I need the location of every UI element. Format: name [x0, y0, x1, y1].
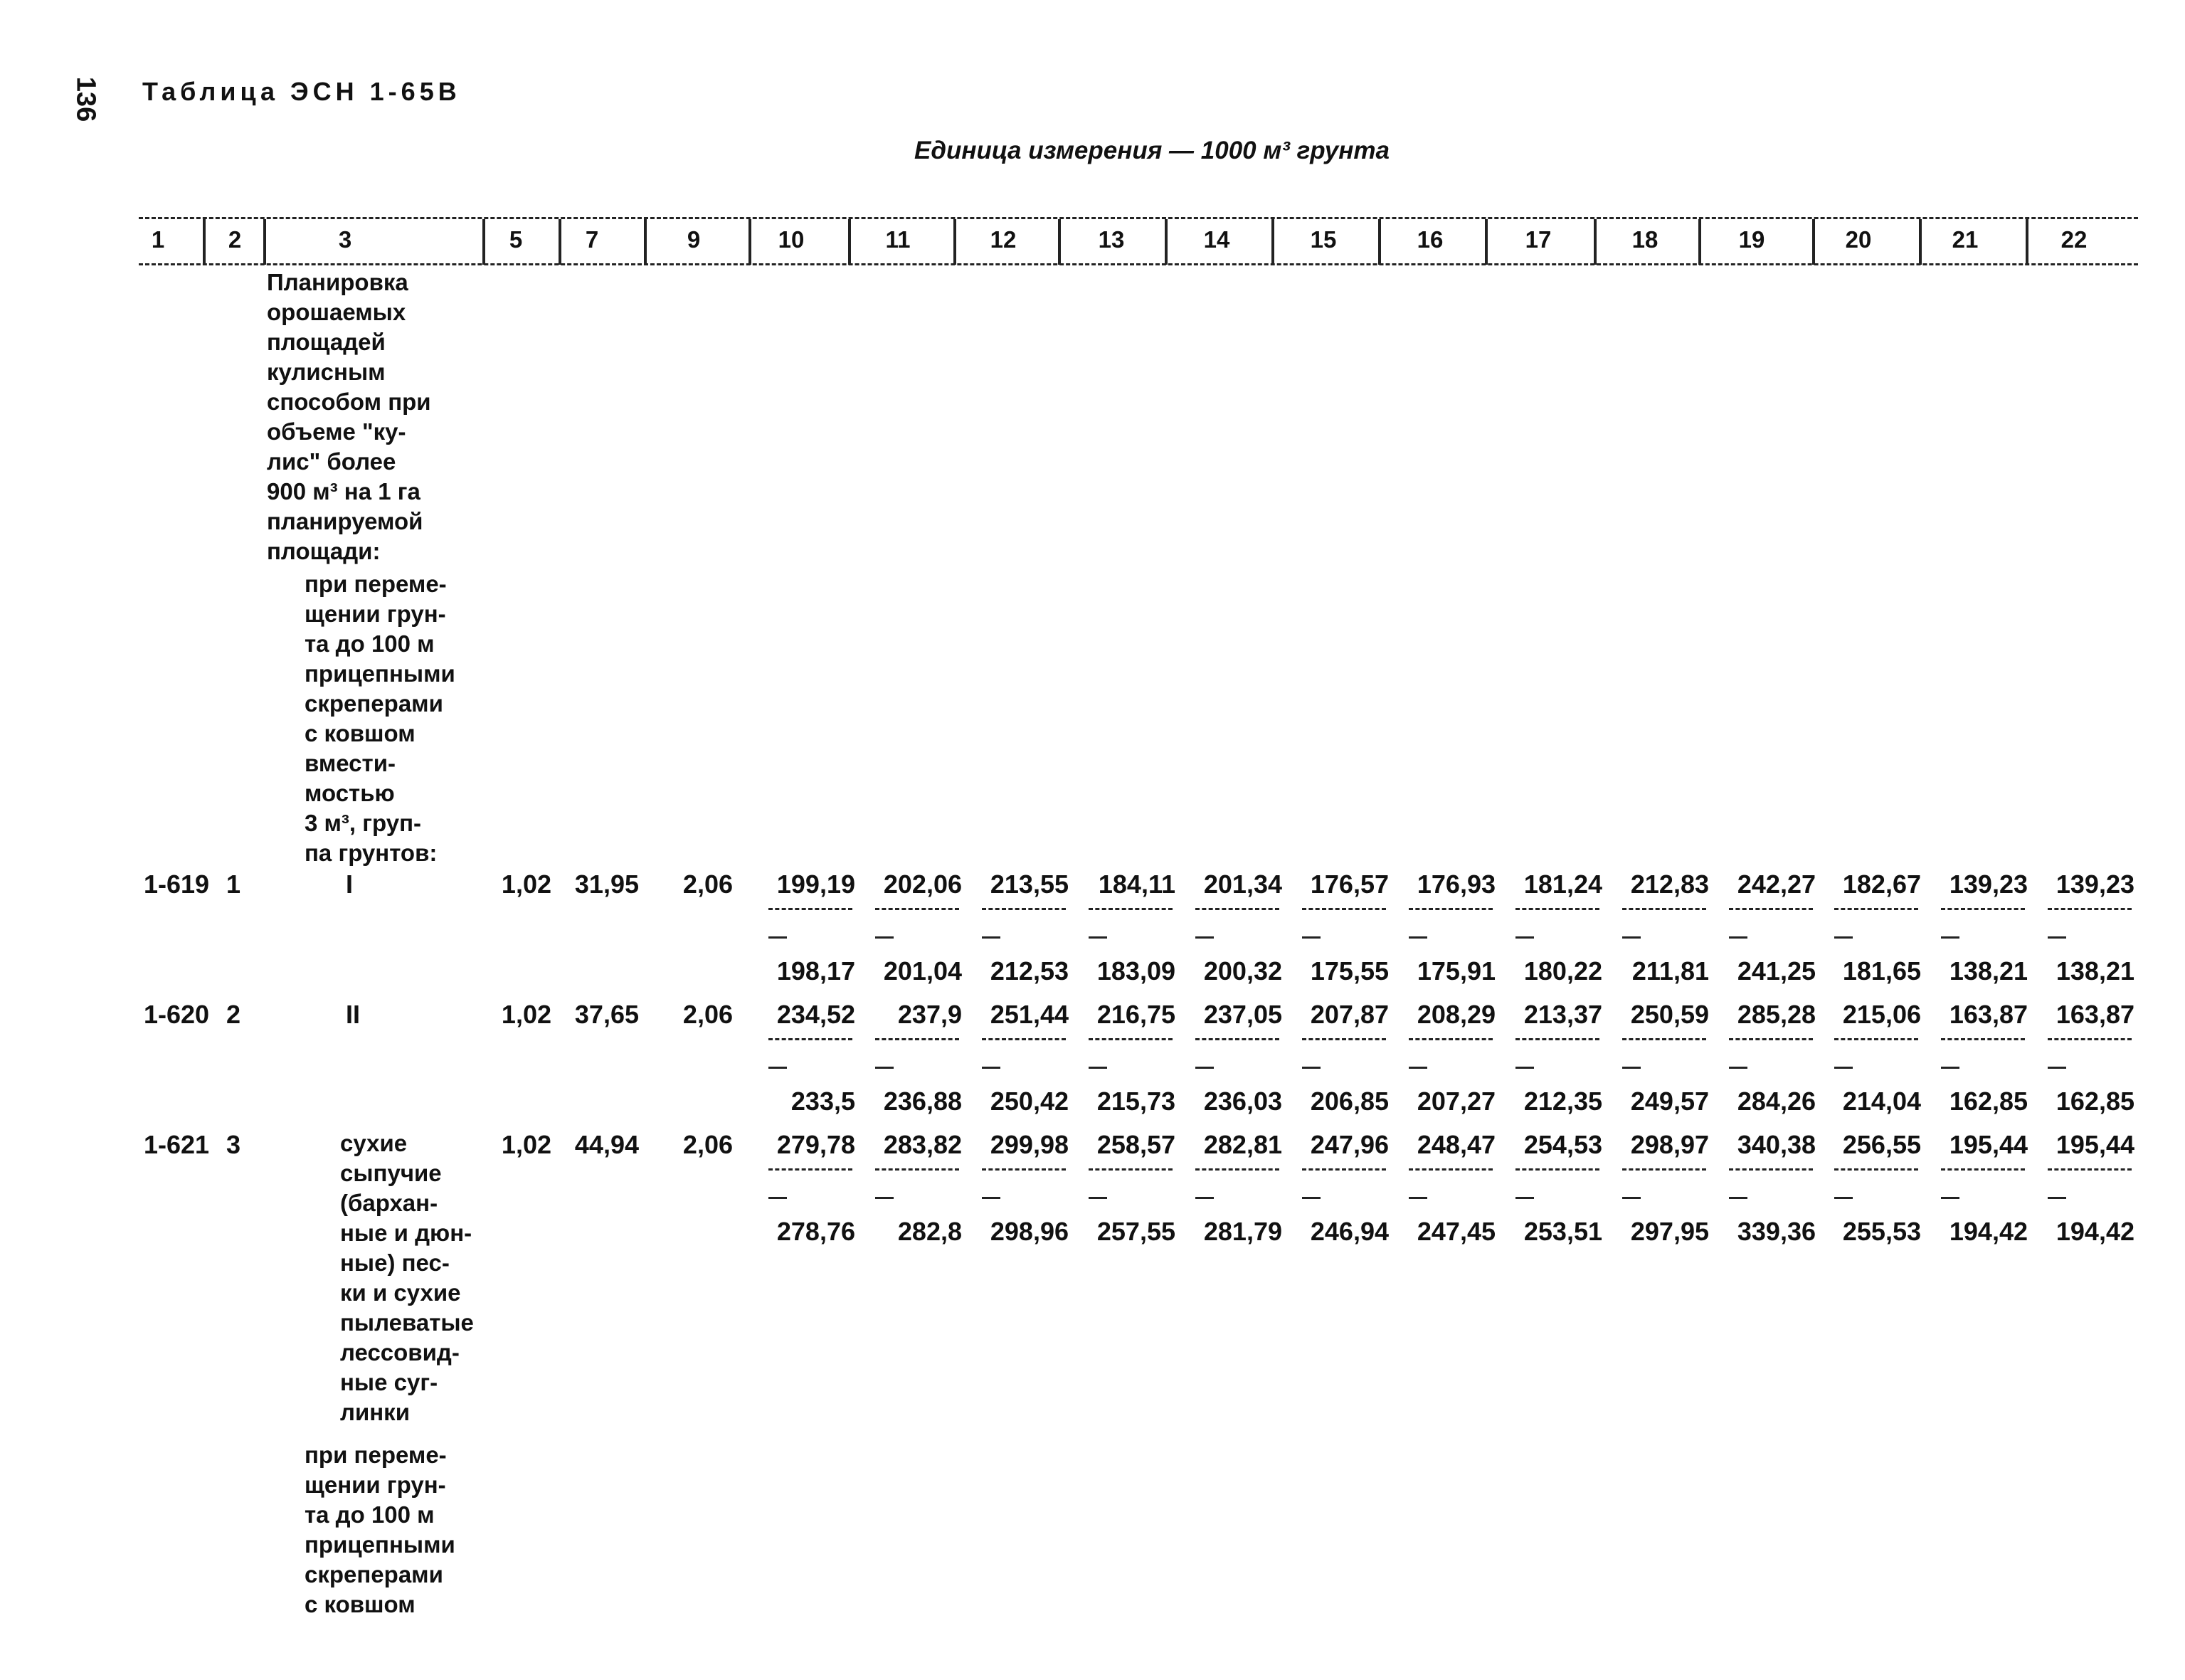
column-header-2: 2 — [228, 226, 242, 253]
subsection-1-line: прицепными — [305, 660, 455, 687]
value-c5: 1,02 — [501, 870, 551, 899]
subsection-2-line: с ковшом — [305, 1591, 416, 1617]
numerator-value: 247,96 — [1310, 1130, 1389, 1159]
numerator-value: 215,06 — [1842, 1000, 1921, 1029]
fraction-bar — [875, 1168, 959, 1171]
fraction-bar — [1302, 908, 1386, 910]
denominator-value: 212,35 — [1523, 1087, 1602, 1116]
column-header-17: 17 — [1525, 226, 1552, 253]
page-number: 136 — [70, 76, 101, 122]
numerator-value: 242,27 — [1737, 870, 1816, 899]
denominator-value: 241,25 — [1737, 956, 1816, 986]
denominator-value: 200,32 — [1203, 956, 1282, 986]
numerator-value: 195,44 — [1949, 1130, 2028, 1159]
denominator-value: 255,53 — [1842, 1217, 1921, 1246]
value-c5: 1,02 — [501, 1130, 551, 1159]
fraction-dash — [1302, 936, 1321, 939]
fraction-dash — [768, 936, 787, 939]
denominator-value: 236,03 — [1203, 1087, 1282, 1116]
intro-line-line: площади: — [267, 538, 381, 564]
fraction-bar — [1834, 1168, 1918, 1171]
fraction-bar — [1622, 908, 1706, 910]
denominator-value: 183,09 — [1096, 956, 1175, 986]
value-c7: 31,95 — [574, 870, 639, 899]
column-header-22: 22 — [2060, 226, 2088, 253]
fraction-dash — [1515, 1067, 1534, 1069]
fraction-bar — [1195, 908, 1279, 910]
numerator-value: 256,55 — [1842, 1130, 1921, 1159]
denominator-value: 297,95 — [1630, 1217, 1709, 1246]
fraction-bar — [1729, 908, 1813, 910]
denominator-value: 175,55 — [1310, 956, 1389, 986]
row-3-desc-line: ные и дюн- — [340, 1220, 472, 1246]
value-c7: 37,65 — [574, 1000, 639, 1029]
fraction-bar — [1089, 1168, 1173, 1171]
denominator-value: 253,51 — [1523, 1217, 1602, 1246]
subsection-1-line: с ковшом — [305, 720, 416, 746]
intro-line-line: объеме "ку- — [267, 418, 406, 445]
fraction-dash — [1622, 936, 1641, 939]
numerator-value: 340,38 — [1737, 1130, 1816, 1159]
table-title: Таблица ЭСН 1-65В — [142, 77, 461, 106]
numerator-value: 282,81 — [1203, 1130, 1282, 1159]
numerator-value: 254,53 — [1523, 1130, 1602, 1159]
fraction-dash — [1409, 1067, 1427, 1069]
denominator-value: 201,04 — [883, 956, 962, 986]
column-header-5: 5 — [509, 226, 523, 253]
fraction-bar — [1409, 1038, 1493, 1040]
header-bottom-rule — [139, 263, 2138, 265]
denominator-value: 138,21 — [2056, 956, 2134, 986]
denominator-value: 175,91 — [1417, 956, 1496, 986]
column-separator — [1058, 219, 1061, 265]
numerator-value: 195,44 — [2056, 1130, 2134, 1159]
column-header-10: 10 — [778, 226, 805, 253]
denominator-value: 236,88 — [883, 1087, 962, 1116]
row-code: 1-620 — [144, 1000, 210, 1029]
denominator-value: 194,42 — [1949, 1217, 2028, 1246]
numerator-value: 163,87 — [2056, 1000, 2134, 1029]
denominator-value: 249,57 — [1630, 1087, 1709, 1116]
subsection-1-line: та до 100 м — [305, 630, 435, 657]
subsection-description-2 — [305, 1440, 455, 1620]
subsection-1-line: 3 м³, груп- — [305, 810, 422, 836]
fraction-bar — [1729, 1038, 1813, 1040]
numerator-value: 298,97 — [1630, 1130, 1709, 1159]
denominator-value: 162,85 — [2056, 1087, 2134, 1116]
fraction-dash — [1622, 1067, 1641, 1069]
fraction-dash — [1729, 1067, 1747, 1069]
fraction-bar — [1622, 1038, 1706, 1040]
subsection-2-line: прицепными — [305, 1531, 455, 1558]
fraction-dash — [1515, 936, 1534, 939]
column-header-14: 14 — [1203, 226, 1230, 253]
column-header-11: 11 — [885, 226, 911, 253]
fraction-bar — [1622, 1168, 1706, 1171]
numerator-value: 279,78 — [776, 1130, 855, 1159]
row-3-desc-line: пылеватые — [340, 1309, 474, 1336]
numerator-value: 299,98 — [990, 1130, 1069, 1159]
row-number: 2 — [226, 1000, 241, 1029]
column-separator — [1271, 219, 1274, 265]
fraction-bar — [1941, 1168, 2025, 1171]
fraction-bar — [768, 1038, 852, 1040]
subsection-2-line: щении грун- — [305, 1472, 446, 1498]
denominator-value: 211,81 — [1631, 956, 1709, 986]
soil-group: II — [346, 1000, 361, 1029]
fraction-bar — [875, 1038, 959, 1040]
subsection-1-line: скреперами — [305, 690, 443, 717]
numerator-value: 216,75 — [1096, 1000, 1175, 1029]
fraction-dash — [875, 1067, 894, 1069]
subsection-description-1 — [305, 569, 455, 868]
fraction-bar — [1089, 908, 1173, 910]
denominator-value: 281,79 — [1203, 1217, 1282, 1246]
numerator-value: 283,82 — [883, 1130, 962, 1159]
fraction-dash — [1834, 936, 1853, 939]
fraction-bar — [1195, 1038, 1279, 1040]
fraction-dash — [1302, 1067, 1321, 1069]
denominator-value: 180,22 — [1523, 956, 1602, 986]
value-c9: 2,06 — [682, 1130, 733, 1159]
fraction-dash — [1941, 1067, 1959, 1069]
row-3-desc-line: сухие — [340, 1130, 408, 1156]
fraction-dash — [1941, 936, 1959, 939]
fraction-dash — [1941, 1197, 1959, 1199]
fraction-bar — [875, 908, 959, 910]
column-header-12: 12 — [990, 226, 1017, 253]
fraction-dash — [1409, 936, 1427, 939]
fraction-dash — [1089, 1067, 1107, 1069]
fraction-bar — [982, 1038, 1066, 1040]
denominator-value: 298,96 — [990, 1217, 1069, 1246]
column-separator — [644, 219, 647, 265]
row-number: 1 — [226, 870, 241, 899]
intro-line-line: площадей — [267, 329, 386, 355]
denominator-value: 246,94 — [1310, 1217, 1389, 1246]
denominator-value: 206,85 — [1310, 1087, 1389, 1116]
subsection-1-line: па грунтов: — [305, 840, 438, 866]
column-separator — [482, 219, 485, 265]
column-header-16: 16 — [1417, 226, 1444, 253]
row-number: 3 — [226, 1130, 241, 1159]
column-header-7: 7 — [585, 226, 599, 253]
fraction-dash — [1195, 1197, 1214, 1199]
column-separator — [203, 219, 206, 265]
denominator-value: 214,04 — [1842, 1087, 1921, 1116]
row-3-desc-line: лессовид- — [340, 1339, 460, 1365]
column-separator — [748, 219, 751, 265]
fraction-bar — [982, 908, 1066, 910]
column-separator — [1594, 219, 1597, 265]
fraction-dash — [982, 1197, 1000, 1199]
numerator-value: 182,67 — [1842, 870, 1921, 899]
value-c5: 1,02 — [501, 1000, 551, 1029]
value-c9: 2,06 — [682, 1000, 733, 1029]
fraction-bar — [1195, 1168, 1279, 1171]
fraction-dash — [982, 936, 1000, 939]
header-top-rule — [139, 217, 2138, 219]
column-header-18: 18 — [1631, 226, 1658, 253]
intro-line-line: способом при — [267, 389, 431, 415]
fraction-bar — [2048, 1168, 2132, 1171]
intro-line-line: планируемой — [267, 508, 423, 534]
subsection-1-line: вмести- — [305, 750, 396, 776]
row-code: 1-621 — [144, 1130, 210, 1159]
intro-line-line: кулисным — [267, 359, 386, 385]
numerator-value: 184,11 — [1098, 870, 1175, 899]
soil-group: I — [346, 870, 354, 899]
denominator-value: 162,85 — [1949, 1087, 2028, 1116]
fraction-bar — [1729, 1168, 1813, 1171]
value-c9: 2,06 — [682, 870, 733, 899]
fraction-dash — [1622, 1197, 1641, 1199]
denominator-value: 212,53 — [990, 956, 1069, 986]
fraction-dash — [875, 936, 894, 939]
numerator-value: 237,05 — [1203, 1000, 1282, 1029]
fraction-dash — [1834, 1197, 1853, 1199]
fraction-bar — [768, 1168, 852, 1171]
denominator-value: 257,55 — [1096, 1217, 1175, 1246]
column-header-1: 1 — [151, 226, 165, 253]
fraction-dash — [1089, 1197, 1107, 1199]
denominator-value: 284,26 — [1737, 1087, 1816, 1116]
intro-line-line: Планировка — [267, 269, 408, 295]
fraction-bar — [1409, 1168, 1493, 1171]
row-3-desc-line: ки и сухие — [340, 1279, 461, 1306]
fraction-dash — [1195, 1067, 1214, 1069]
fraction-dash — [1089, 936, 1107, 939]
numerator-value: 237,9 — [897, 1000, 962, 1029]
numerator-value: 213,37 — [1523, 1000, 1602, 1029]
fraction-dash — [875, 1197, 894, 1199]
subsection-1-line: щении грун- — [305, 601, 446, 627]
fraction-bar — [1834, 908, 1918, 910]
column-separator — [1485, 219, 1488, 265]
fraction-dash — [2048, 1197, 2066, 1199]
fraction-bar — [982, 1168, 1066, 1171]
subsection-1-line: при переме- — [305, 571, 447, 597]
denominator-value: 233,5 — [790, 1087, 855, 1116]
column-separator — [848, 219, 851, 265]
fraction-bar — [2048, 1038, 2132, 1040]
numerator-value: 208,29 — [1417, 1000, 1496, 1029]
fraction-bar — [1089, 1038, 1173, 1040]
numerator-value: 234,52 — [776, 1000, 855, 1029]
numerator-value: 139,23 — [2056, 870, 2134, 899]
fraction-bar — [1515, 1168, 1599, 1171]
column-separator — [1378, 219, 1381, 265]
numerator-value: 258,57 — [1096, 1130, 1175, 1159]
column-header-9: 9 — [687, 226, 701, 253]
row-3-desc-line: (бархан- — [340, 1190, 438, 1216]
value-c7: 44,94 — [574, 1130, 639, 1159]
row-3-desc-line: ные) пес- — [340, 1250, 450, 1276]
column-separator — [953, 219, 956, 265]
row-3-desc-line: ные суг- — [340, 1369, 438, 1395]
subsection-2-line: та до 100 м — [305, 1501, 435, 1528]
numerator-value: 207,87 — [1310, 1000, 1389, 1029]
intro-line-line: 900 м³ на 1 га — [267, 478, 420, 504]
intro-line-line: лис" более — [267, 448, 396, 475]
column-header-15: 15 — [1310, 226, 1337, 253]
column-separator — [1919, 219, 1922, 265]
fraction-dash — [1195, 936, 1214, 939]
numerator-value: 251,44 — [990, 1000, 1069, 1029]
column-separator — [1698, 219, 1701, 265]
fraction-bar — [1834, 1038, 1918, 1040]
fraction-bar — [1941, 1038, 2025, 1040]
fraction-dash — [1409, 1197, 1427, 1199]
fraction-bar — [1515, 908, 1599, 910]
denominator-value: 215,73 — [1096, 1087, 1175, 1116]
denominator-value: 247,45 — [1417, 1217, 1496, 1246]
denominator-value: 194,42 — [2056, 1217, 2134, 1246]
row-3-desc-line: линки — [340, 1399, 410, 1425]
denominator-value: 198,17 — [776, 956, 855, 986]
denominator-value: 278,76 — [776, 1217, 855, 1246]
numerator-value: 285,28 — [1737, 1000, 1816, 1029]
fraction-dash — [1729, 936, 1747, 939]
numerator-value: 181,24 — [1523, 870, 1602, 899]
fraction-dash — [1834, 1067, 1853, 1069]
fraction-dash — [1515, 1197, 1534, 1199]
subsection-2-line: скреперами — [305, 1561, 443, 1587]
row-3-desc-line: сыпучие — [340, 1160, 442, 1186]
intro-line-line: орошаемых — [267, 299, 406, 325]
fraction-dash — [1302, 1197, 1321, 1199]
subsection-2-line: при переме- — [305, 1442, 447, 1468]
fraction-dash — [768, 1197, 787, 1199]
numerator-value: 213,55 — [990, 870, 1069, 899]
fraction-dash — [768, 1067, 787, 1069]
numerator-value: 201,34 — [1203, 870, 1282, 899]
denominator-value: 282,8 — [897, 1217, 962, 1246]
row-code: 1-619 — [144, 870, 210, 899]
numerator-value: 202,06 — [883, 870, 962, 899]
fraction-dash — [2048, 936, 2066, 939]
numerator-value: 176,57 — [1310, 870, 1389, 899]
column-separator — [1812, 219, 1815, 265]
numerator-value: 199,19 — [776, 870, 855, 899]
fraction-bar — [2048, 908, 2132, 910]
column-separator — [559, 219, 561, 265]
denominator-value: 207,27 — [1417, 1087, 1496, 1116]
fraction-bar — [1302, 1038, 1386, 1040]
fraction-bar — [1515, 1038, 1599, 1040]
column-header-3: 3 — [338, 226, 352, 253]
intro-description — [267, 268, 431, 566]
fraction-bar — [768, 908, 852, 910]
fraction-dash — [2048, 1067, 2066, 1069]
column-header-13: 13 — [1098, 226, 1125, 253]
numerator-value: 212,83 — [1630, 870, 1709, 899]
fraction-bar — [1302, 1168, 1386, 1171]
column-header-20: 20 — [1845, 226, 1872, 253]
numerator-value: 139,23 — [1949, 870, 2028, 899]
numerator-value: 163,87 — [1949, 1000, 2028, 1029]
fraction-bar — [1941, 908, 2025, 910]
fraction-dash — [1729, 1197, 1747, 1199]
denominator-value: 250,42 — [990, 1087, 1069, 1116]
denominator-value: 181,65 — [1842, 956, 1921, 986]
unit-caption: Единица измерения — 1000 м³ грунта — [914, 137, 1390, 164]
numerator-value: 176,93 — [1417, 870, 1496, 899]
denominator-value: 339,36 — [1737, 1217, 1816, 1246]
column-header-21: 21 — [1952, 226, 1979, 253]
fraction-bar — [1409, 908, 1493, 910]
numerator-value: 250,59 — [1630, 1000, 1709, 1029]
denominator-value: 138,21 — [1949, 956, 2028, 986]
column-header-19: 19 — [1738, 226, 1765, 253]
column-separator — [263, 219, 266, 265]
numerator-value: 248,47 — [1417, 1130, 1496, 1159]
column-separator — [2026, 219, 2028, 265]
row-3-soil-description — [340, 1129, 474, 1427]
fraction-dash — [982, 1067, 1000, 1069]
subsection-1-line: мостью — [305, 780, 395, 806]
column-separator — [1165, 219, 1168, 265]
